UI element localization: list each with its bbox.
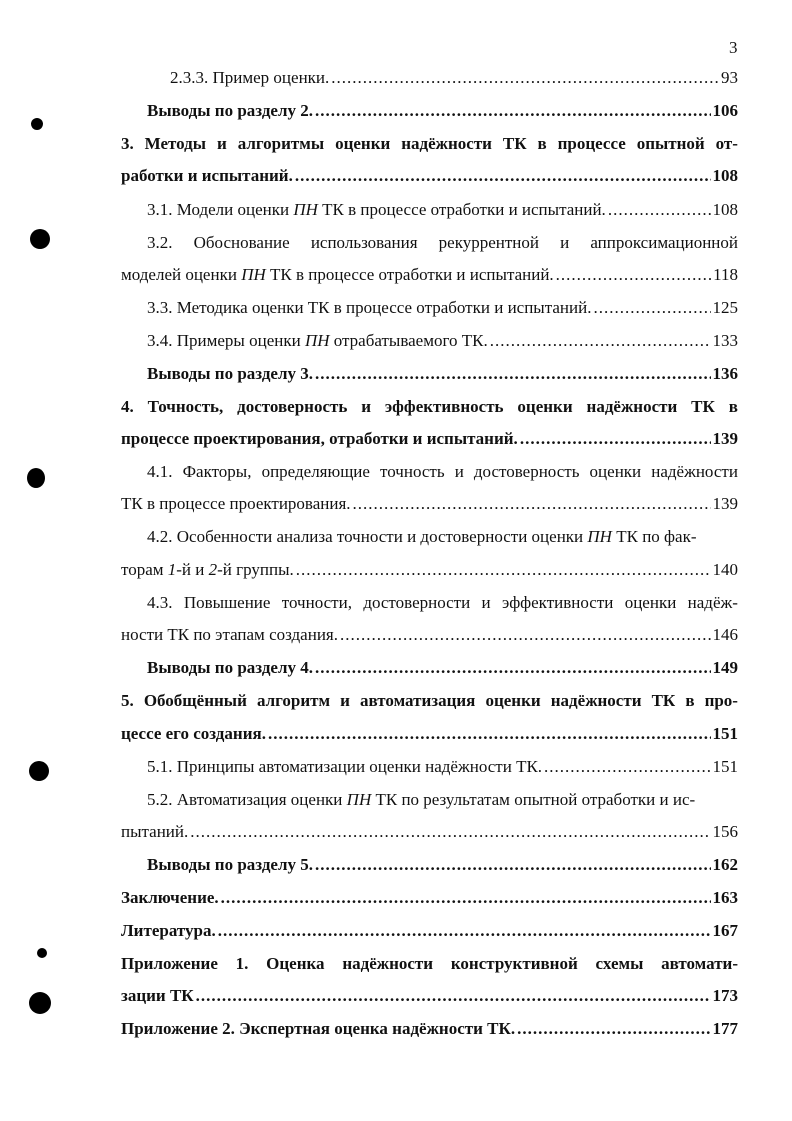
- toc-page: 163: [712, 888, 738, 907]
- word: и: [481, 593, 491, 612]
- word: 5.: [121, 691, 134, 710]
- toc-title: Выводы по разделу 2.: [147, 101, 314, 120]
- toc-page: 133: [712, 331, 738, 350]
- word: надёжности: [586, 397, 678, 416]
- toc-page: 136: [712, 364, 738, 383]
- word: алгоритм: [256, 691, 331, 710]
- title-part: 3.4. Примеры оценки: [147, 331, 305, 350]
- word: автомати-: [661, 954, 738, 973]
- toc-page: 108: [712, 166, 738, 185]
- toc-title: Выводы по разделу 5.: [147, 855, 314, 874]
- word: определяющие: [261, 462, 370, 481]
- word: в: [728, 397, 738, 416]
- toc-leader: [608, 200, 711, 220]
- word: оценки: [517, 397, 573, 416]
- title-part: 3.1. Модели оценки: [147, 200, 294, 219]
- word: эффективности: [502, 593, 614, 612]
- word: оценки: [335, 134, 391, 153]
- binder-hole-4: [29, 761, 49, 781]
- toc-entry-conclusions-3: [147, 364, 738, 384]
- toc-page: 149: [712, 658, 738, 677]
- title-italic: 2: [208, 560, 218, 579]
- word: достоверности: [363, 593, 471, 612]
- word: в: [537, 134, 547, 153]
- word: ТК: [691, 397, 715, 416]
- word: 3.2.: [147, 233, 173, 252]
- word: Повышение: [183, 593, 271, 612]
- word: ТК: [651, 691, 676, 710]
- title-part: моделей оценки: [121, 265, 242, 284]
- toc-page: 167: [712, 921, 738, 940]
- toc-leader: [517, 1019, 710, 1039]
- toc-entry-conclusion: [121, 888, 738, 908]
- title-italic: 1: [167, 560, 177, 579]
- toc-title: зации ТК: [121, 986, 194, 1005]
- word: достоверность: [473, 462, 580, 481]
- word: Оценка: [266, 954, 325, 973]
- word: 4.: [121, 397, 134, 416]
- toc-leader: [556, 265, 711, 285]
- toc-title: Литература.: [121, 921, 216, 940]
- word: Обобщённый: [143, 691, 247, 710]
- word: Обоснование: [193, 233, 290, 252]
- toc-page: 125: [712, 298, 738, 317]
- toc-entry-4-1-line1: [147, 462, 738, 482]
- word: надёжности: [550, 691, 642, 710]
- toc-title: ности ТК по этапам создания.: [121, 625, 338, 644]
- word: достоверность: [237, 397, 348, 416]
- binder-hole-5: [37, 948, 47, 958]
- word: надёжности: [401, 134, 492, 153]
- toc-leader: [190, 822, 710, 842]
- toc-entry-5-2: [121, 822, 738, 842]
- word: процессе: [557, 134, 626, 153]
- toc-entry-chapter-5-line1: [121, 691, 738, 711]
- toc-entry-4-3-line1: [147, 593, 738, 613]
- toc-leader: [544, 757, 710, 777]
- toc-leader: [520, 429, 711, 449]
- toc-page: 139: [712, 494, 738, 513]
- toc-entry-5-1: [147, 757, 738, 777]
- title-part: 4.2. Особенности анализа точности и достоверности оценки: [147, 527, 588, 546]
- binder-hole-6: [29, 992, 51, 1014]
- toc-title: Выводы по разделу 3.: [147, 364, 314, 383]
- toc-entry-3-2: [121, 265, 738, 285]
- title-italic: ПН: [587, 527, 612, 546]
- toc-entry-literature: [121, 921, 738, 941]
- toc-title: Выводы по разделу 4.: [147, 658, 314, 677]
- word: использования: [310, 233, 418, 252]
- word: Приложение: [121, 954, 218, 973]
- toc-leader: [268, 724, 711, 744]
- toc-title: 3.3. Методика оценки ТК в процессе отработки и испытаний.: [147, 298, 592, 317]
- toc-entry-chapter-4: [121, 429, 738, 449]
- title-part: ТК по фак-: [611, 527, 697, 546]
- toc-title: работки и испытаний.: [121, 166, 293, 185]
- word: оценки: [485, 691, 541, 710]
- toc-entry-chapter-4-line1: [121, 397, 738, 417]
- title-part: -й группы.: [217, 560, 294, 579]
- toc-entry-chapter-3-line1: [121, 134, 738, 154]
- word: конструктивной: [450, 954, 578, 973]
- word: Факторы,: [182, 462, 252, 481]
- word: автоматизация: [360, 691, 476, 710]
- toc-title: процессе проектирования, отработки и испытаний.: [121, 429, 518, 448]
- toc-title: [121, 265, 554, 285]
- word: 4.1.: [147, 462, 173, 481]
- toc-leader: [315, 101, 710, 121]
- toc-leader: [218, 921, 711, 941]
- toc-leader: [331, 68, 719, 88]
- toc-title: цессе его создания.: [121, 724, 266, 743]
- title-part: ТК в процессе отработки и испытаний.: [265, 265, 554, 284]
- title-part: отрабатываемого ТК.: [329, 331, 488, 350]
- toc-leader: [295, 166, 711, 186]
- word: и: [361, 397, 372, 416]
- toc-page: 151: [712, 757, 738, 776]
- toc-entry-3-3: [147, 298, 738, 318]
- word: оценки: [589, 462, 642, 481]
- title-part: 5.2. Автоматизация оценки: [147, 790, 347, 809]
- toc-page: 177: [712, 1019, 738, 1038]
- page-number: 3: [729, 38, 738, 57]
- binder-hole-2: [30, 229, 50, 249]
- word: аппроксимационной: [590, 233, 738, 252]
- toc-entry-conclusions-5: [147, 855, 738, 875]
- title-italic: ПН: [241, 265, 266, 284]
- toc-title: Приложение 2. Экспертная оценка надёжности ТК.: [121, 1019, 516, 1038]
- toc-page: 162: [712, 855, 738, 874]
- toc-entry-3-2-line1: [147, 233, 738, 253]
- title-part: ТК по результатам опытной отработки и ис-: [371, 790, 696, 809]
- word: ТК: [502, 134, 527, 153]
- binder-hole-3: [27, 468, 45, 488]
- toc-leader: [340, 625, 711, 645]
- toc-leader: [315, 364, 710, 384]
- toc-entry-chapter-3: [121, 166, 738, 186]
- toc-title: 2.3.3. Пример оценки.: [170, 68, 330, 87]
- word: оценки: [624, 593, 677, 612]
- toc-entry-chapter-5: [121, 724, 738, 744]
- toc-entry-appendix-2: [121, 1019, 738, 1039]
- word: 1.: [235, 954, 249, 973]
- toc-leader: [490, 331, 711, 351]
- toc-entry-2-3-3: [170, 68, 738, 88]
- binder-hole-1: [31, 118, 43, 130]
- toc-entry-4-1: [121, 494, 738, 514]
- toc-entry-4-2: [121, 560, 738, 580]
- toc-entry-conclusions-4: [147, 658, 738, 678]
- toc-entry-conclusions-2: [147, 101, 738, 121]
- toc-entry-4-3: [121, 625, 738, 645]
- word: и: [340, 691, 350, 710]
- word: и: [216, 134, 227, 153]
- word: надёжности: [651, 462, 738, 481]
- toc-page: 106: [712, 101, 738, 120]
- word: рекуррентной: [438, 233, 539, 252]
- word: 4.3.: [147, 593, 173, 612]
- word: Методы: [144, 134, 207, 153]
- toc-page: 146: [712, 625, 738, 644]
- toc-entry-appendix-1: [121, 986, 738, 1006]
- toc-entry-3-4: [147, 331, 738, 351]
- word: надёжности: [342, 954, 434, 973]
- toc-leader: [315, 855, 710, 875]
- toc-page: 93: [721, 68, 738, 87]
- toc-page: 156: [712, 822, 738, 841]
- toc-page: 108: [712, 200, 738, 219]
- word: точности,: [281, 593, 352, 612]
- word: точность: [380, 462, 445, 481]
- title-italic: ПН: [293, 200, 318, 219]
- word: и: [560, 233, 570, 252]
- toc-title: [147, 331, 488, 351]
- word: опытной: [636, 134, 705, 153]
- toc-title: [121, 560, 294, 580]
- word: схемы: [595, 954, 644, 973]
- word: Точность,: [147, 397, 224, 416]
- toc-leader: [196, 986, 711, 1006]
- toc-page: 173: [712, 986, 738, 1005]
- toc-title: [147, 200, 606, 220]
- word: в: [685, 691, 695, 710]
- title-italic: ПН: [304, 331, 330, 350]
- toc-title: 5.1. Принципы автоматизации оценки надёжности ТК.: [147, 757, 543, 776]
- word: и: [454, 462, 464, 481]
- toc-page: 118: [713, 265, 738, 284]
- toc-leader: [221, 888, 711, 908]
- title-part: -й и: [176, 560, 209, 579]
- title-part: торам: [121, 560, 168, 579]
- toc-page: 140: [712, 560, 738, 579]
- toc-page: 151: [712, 724, 738, 743]
- title-italic: ПН: [346, 790, 372, 809]
- word: эффективность: [384, 397, 504, 416]
- toc-leader: [296, 560, 711, 580]
- toc-entry-4-2-line1: [147, 527, 738, 547]
- toc-title: Заключение.: [121, 888, 219, 907]
- toc-page: 139: [712, 429, 738, 448]
- word: про-: [704, 691, 738, 710]
- title-part: ТК в процессе отработки и испытаний.: [317, 200, 606, 219]
- word: от-: [715, 134, 738, 153]
- toc-leader: [593, 298, 710, 318]
- toc-entry-3-1: [147, 200, 738, 220]
- toc-title: [147, 527, 697, 547]
- toc-title: ТК в процессе проектирования.: [121, 494, 351, 513]
- word: 3.: [121, 134, 134, 153]
- toc-title: пытаний.: [121, 822, 189, 841]
- toc-title: [147, 790, 695, 810]
- word: алгоритмы: [237, 134, 325, 153]
- word: надёж-: [687, 593, 738, 612]
- toc-leader: [315, 658, 710, 678]
- toc-leader: [353, 494, 711, 514]
- toc-entry-5-2-line1: [147, 790, 738, 810]
- toc-entry-appendix-1-line1: [121, 954, 738, 974]
